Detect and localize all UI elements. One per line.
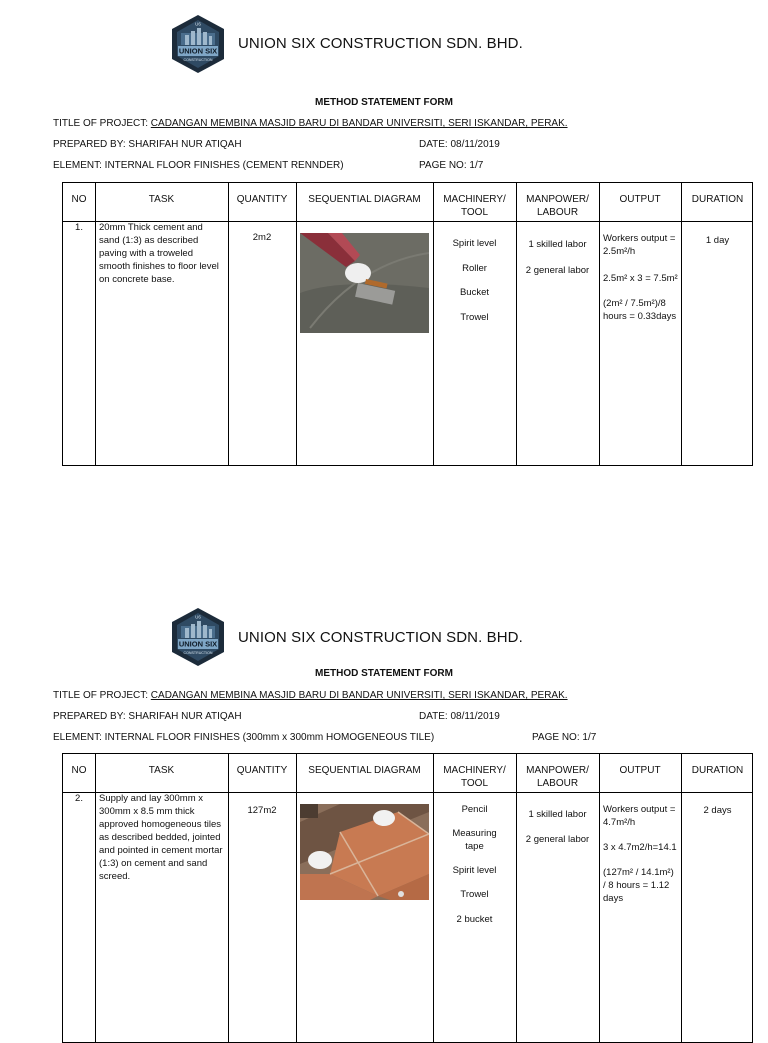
project-title-line: [53, 690, 568, 701]
header-quantity: QUANTITY: [236, 765, 288, 776]
tool-item: Bucket: [459, 287, 490, 298]
tool-item: Spirit level: [452, 865, 497, 876]
company-logo: [167, 606, 229, 668]
header-duration: DURATION: [691, 765, 744, 776]
prepared-by: PREPARED BY: SHARIFAH NUR ATIQAH: [53, 711, 242, 722]
method-table: [62, 182, 753, 466]
cement-render-photo: [300, 233, 429, 333]
row-tools: [433, 803, 516, 926]
labour-item: 2 general labor: [525, 833, 590, 845]
row-output: [603, 803, 679, 905]
header-duration: DURATION: [691, 194, 744, 205]
row-tools: [433, 232, 516, 330]
header-diagram: SEQUENTIAL DIAGRAM: [308, 194, 421, 205]
form-title: METHOD STATEMENT FORM: [315, 97, 453, 108]
output-item: 2.5m² x 3 = 7.5m²: [603, 273, 678, 284]
tool-item: Spirit level: [452, 238, 497, 249]
labour-item: 1 skilled labor: [528, 239, 587, 250]
svg-text:UNION SIX: UNION SIX: [178, 639, 218, 649]
tool-item: Trowel: [460, 889, 489, 900]
row-quantity: 127m2: [247, 805, 277, 816]
row-no: 1.: [75, 222, 83, 233]
header-machinery: MACHINERY/ TOOL: [443, 765, 506, 789]
company-name: UNION SIX CONSTRUCTION SDN. BHD.: [238, 629, 523, 646]
row-task: Supply and lay 300mm x 300mm x 8.5 mm thick approved homogeneous tiles as described bedded, jointed and pointed in cement mortar (1:3) on cement and sand screed.: [99, 793, 223, 882]
labour-item: 2 general labor: [525, 264, 590, 276]
header-output: OUTPUT: [619, 194, 661, 205]
tile-laying-photo: [300, 804, 429, 900]
header-machinery: MACHINERY/ TOOL: [443, 194, 506, 218]
project-title-label: TITLE OF PROJECT:: [53, 690, 149, 701]
labour-item: 1 skilled labor: [528, 809, 587, 820]
svg-text:U6: U6: [195, 21, 201, 27]
row-no: 2.: [75, 793, 83, 804]
output-item: (127m² / 14.1m²) / 8 hours = 1.12 days: [603, 867, 674, 904]
tool-item: Measuring tape: [452, 828, 497, 852]
method-table: [62, 753, 753, 1043]
tool-item: 2 bucket: [456, 914, 493, 925]
company-logo: [167, 13, 229, 75]
project-title-label: TITLE OF PROJECT:: [53, 118, 149, 129]
row-duration: 2 days: [703, 805, 732, 816]
output-item: Workers output = 2.5m²/h: [603, 233, 676, 257]
element-label: ELEMENT: INTERNAL FLOOR FINISHES (300mm x 300mm HOMOGENEOUS TILE): [53, 732, 435, 743]
header-quantity: QUANTITY: [236, 194, 288, 205]
row-duration: 1 day: [705, 235, 730, 246]
page-number: PAGE NO: 1/7: [532, 732, 597, 743]
row-labour: [516, 232, 599, 283]
header-manpower: MANPOWER/ LABOUR: [526, 765, 589, 789]
output-item: Workers output = 4.7m²/h: [603, 804, 676, 828]
header-task: TASK: [148, 765, 175, 776]
page-number: PAGE NO: 1/7: [419, 160, 484, 171]
output-item: 3 x 4.7m2/h=14.1: [603, 842, 677, 853]
project-title: CADANGAN MEMBINA MASJID BARU DI BANDAR UNIVERSITI, SERI ISKANDAR, PERAK.: [150, 118, 568, 129]
row-labour: [516, 803, 599, 852]
header-task: TASK: [148, 194, 175, 205]
header-output: OUTPUT: [619, 765, 661, 776]
date: DATE: 08/11/2019: [419, 139, 500, 150]
tool-item: Trowel: [460, 311, 489, 323]
row-task: 20mm Thick cement and sand (1:3) as described paving with a troweled smooth finishes to floor level on concrete base.: [99, 222, 219, 285]
tool-item: Pencil: [461, 804, 488, 815]
row-quantity: 2m2: [252, 232, 272, 243]
svg-text:CONSTRUCTION: CONSTRUCTION: [183, 58, 213, 62]
header-no: NO: [71, 194, 87, 205]
form-title: METHOD STATEMENT FORM: [315, 668, 453, 679]
tool-item: Roller: [462, 262, 487, 274]
header-diagram: SEQUENTIAL DIAGRAM: [308, 765, 421, 776]
svg-text:U6: U6: [195, 614, 201, 620]
output-item: (2m² / 7.5m²)/8 hours = 0.33days: [603, 298, 677, 322]
element-label: ELEMENT: INTERNAL FLOOR FINISHES (CEMENT RENNDER): [53, 160, 344, 171]
svg-text:UNION SIX: UNION SIX: [178, 46, 218, 56]
header-manpower: MANPOWER/ LABOUR: [526, 194, 589, 218]
project-title: CADANGAN MEMBINA MASJID BARU DI BANDAR UNIVERSITI, SERI ISKANDAR, PERAK.: [150, 690, 568, 701]
row-output: [603, 232, 679, 323]
company-name: UNION SIX CONSTRUCTION SDN. BHD.: [238, 35, 523, 52]
date: DATE: 08/11/2019: [419, 711, 500, 722]
svg-text:CONSTRUCTION: CONSTRUCTION: [183, 651, 213, 655]
prepared-by: PREPARED BY: SHARIFAH NUR ATIQAH: [53, 139, 242, 150]
project-title-line: [53, 118, 568, 129]
header-no: NO: [71, 765, 87, 776]
